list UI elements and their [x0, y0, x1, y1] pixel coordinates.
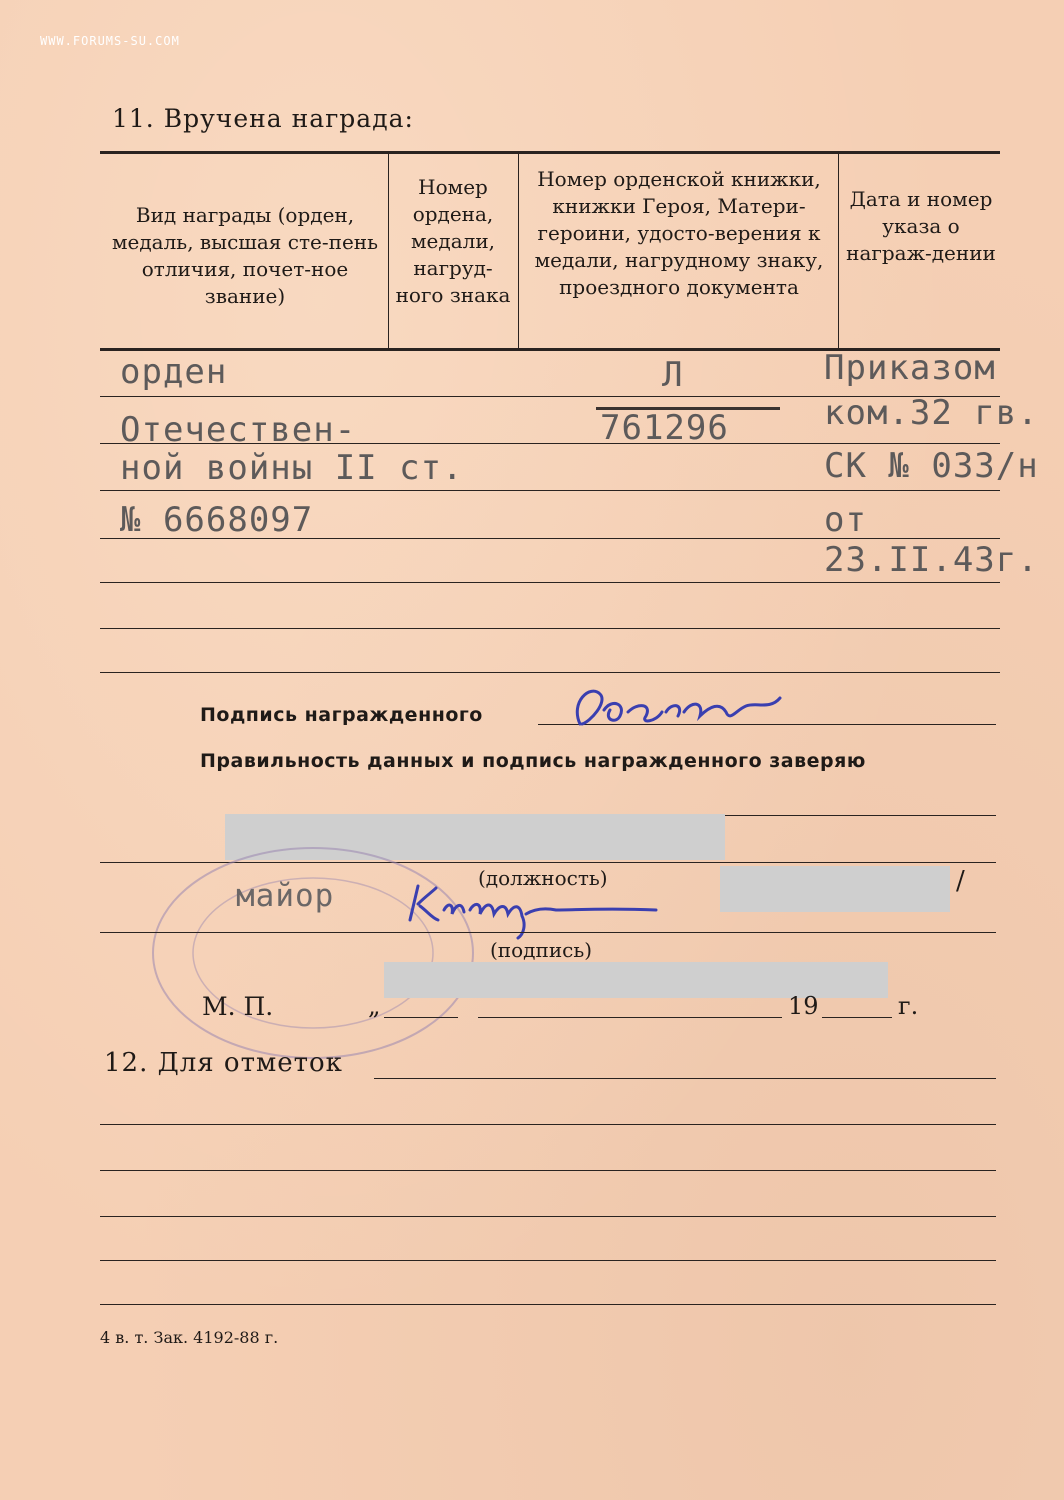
body-rule-7	[100, 672, 1000, 673]
body-rule-3	[100, 490, 1000, 491]
recipient-signature	[560, 672, 800, 752]
decree-line-3: СК № 033/н	[824, 446, 1039, 486]
table-divider-1	[388, 153, 389, 348]
certify-label: Правильность данных и подпись награжденного заверяю	[200, 750, 866, 772]
watermark: WWW.FORUMS-SU.COM	[40, 34, 180, 48]
signature-line	[100, 932, 996, 933]
book-series: Л	[662, 355, 684, 395]
table-divider-3	[838, 153, 839, 348]
decree-line-4: от	[824, 500, 867, 540]
award-line-3: ной войны II ст.	[120, 448, 464, 488]
official-stamp	[138, 838, 488, 1068]
date-suffix: г.	[898, 992, 919, 1020]
notes-line-1	[374, 1078, 996, 1079]
notes-line-5	[100, 1260, 996, 1261]
header-award-number: Номер ордена, медали, нагруд-ного знака	[395, 175, 511, 307]
decree-line-5: 23.II.43г.	[824, 540, 1039, 580]
body-rule-6	[100, 628, 1000, 629]
date-day-line	[384, 1017, 458, 1018]
stamp-label: М. П.	[202, 992, 274, 1021]
award-line-2: Отечествен-	[120, 410, 357, 450]
body-rule-5	[100, 582, 1000, 583]
table-top-rule	[100, 151, 1000, 154]
notes-line-3	[100, 1170, 996, 1171]
decree-line-2: ком.32 гв.	[824, 393, 1039, 433]
position-caption: (должность)	[478, 866, 608, 890]
book-number: 761296	[600, 408, 729, 448]
print-footer: 4 в. т. Зак. 4192-88 г.	[100, 1328, 279, 1347]
notes-line-2	[100, 1124, 996, 1125]
document-page: WWW.FORUMS-SU.COM 11. Вручена награда: Вид награды (орден, медаль, высшая сте-пень отличия, почет-ное звание) Номер ордена, медали, нагруд-ного знака Номер орденской книжки, книжки Героя, Матери-героини, удосто-верения к медали, нагрудному знаку, проездного документа Дата и номер указа о награж-дении орден Отечествен- ной войны II ст. № 6668097 Л 761296 Приказом ком.32 гв. СК № 033/н от 23.II.43г. Подпись награжденного Правильность данных и подпись награжденного заверяю (должность) майор / (подпись) М. П. „ 19 г. 12. Для отметок 4 в. т. Зак. 4192-88 г.	[0, 0, 1064, 1500]
rank: майор	[236, 878, 335, 914]
header-decree: Дата и номер указа о награж-дении	[846, 187, 996, 265]
certify-line-1	[724, 815, 996, 816]
date-month-line	[478, 1017, 782, 1018]
header-award-type: Вид награды (орден, медаль, высшая сте-пень отличия, почет-ное звание)	[111, 203, 379, 308]
section-12-title: 12. Для отметок	[104, 1048, 343, 1078]
decree-line-1: Приказом	[824, 348, 996, 388]
date-year-prefix: 19	[788, 992, 819, 1020]
notes-line-6	[100, 1304, 996, 1305]
table-divider-2	[518, 153, 519, 348]
officer-signature	[396, 874, 686, 944]
award-line-4: № 6668097	[120, 500, 314, 540]
section-11-title: 11. Вручена награда:	[112, 104, 414, 133]
date-year-line	[822, 1017, 892, 1018]
date-quote: „	[368, 992, 381, 1020]
recipient-signature-label: Подпись награжденного	[200, 704, 483, 726]
header-book-number: Номер орденской книжки, книжки Героя, Матери-героини, удосто-верения к медали, нагрудному знаку, проездного документа	[534, 167, 824, 299]
award-line-1: орден	[120, 352, 228, 392]
redacted-name	[720, 866, 950, 912]
notes-line-4	[100, 1216, 996, 1217]
signature-caption: (подпись)	[490, 938, 593, 962]
